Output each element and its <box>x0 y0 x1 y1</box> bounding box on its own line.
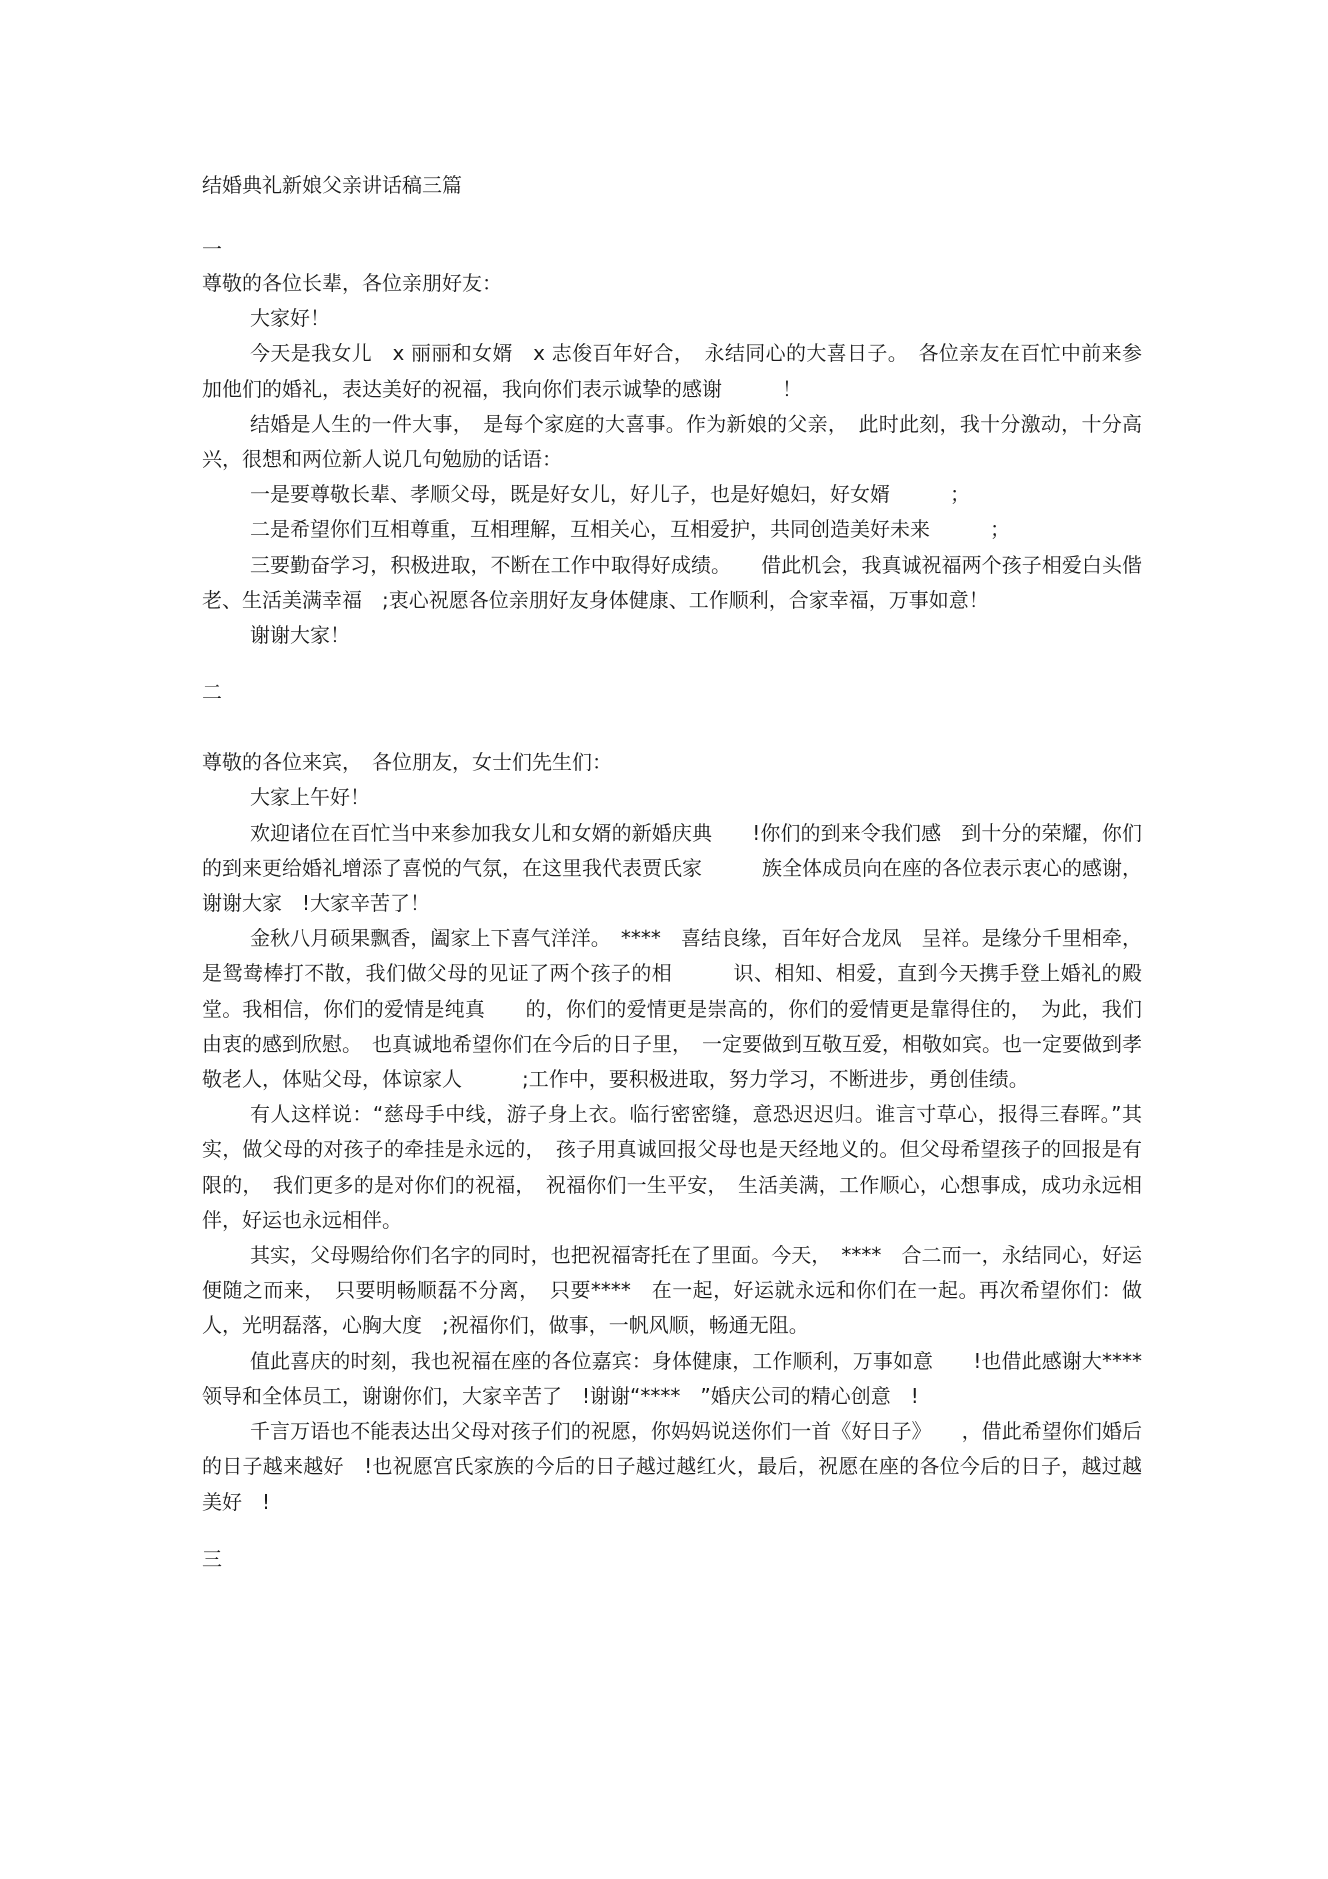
paragraph: 大家好！ <box>250 306 330 331</box>
paragraph: 值此喜庆的时刻，我也祝福在座的各位嘉宾：身体健康，工作顺利，万事如意 !也借此感谢大**** 领导和全体员工，谢谢你们，大家辛苦了 !谢谢“**** ”婚庆公司的精心创意 ! <box>202 1348 1162 1408</box>
section-marker-1: 一 <box>202 237 222 261</box>
section-marker-3: 三 <box>202 1546 222 1571</box>
paragraph: 其实，父母赐给你们名字的同时，也把祝福寄托在了里面。今天， **** 合二而一，永结同心，好运便随之而来， 只要明畅顺磊不分离， 只要**** 在一起，好运就永远和你们在一起。再次希望你们：做人，光明磊落，心胸大度 ;祝福你们，做事，一帆风顺，畅通无阻。 <box>202 1243 1142 1338</box>
paragraph: 一是要尊敬长辈、孝顺父母，既是好女儿，好儿子，也是好媳妇，好女婿 ； <box>250 482 970 507</box>
paragraph: 今天是我女儿 x 丽丽和女婿 x 志俊百年好合， 永结同心的大喜日子。 各位亲友在百忙中前来参加他们的婚礼，表达美好的祝福，我向你们表示诚挚的感谢 ！ <box>202 341 1142 401</box>
paragraph: 千言万语也不能表达出父母对孩子们的祝愿，你妈妈说送你们一首《好日子》 ，借此希望你们婚后的日子越来越好 !也祝愿宫氏家族的今后的日子越过越红火，最后，祝愿在座的各位今后的日子，越过越美好 ! <box>202 1419 1142 1514</box>
paragraph: 金秋八月硕果飘香，阖家上下喜气洋洋。 **** 喜结良缘，百年好合龙凤 呈祥。是缘分千里相牵，是鸳鸯棒打不散，我们做父母的见证了两个孩子的相 识、相知、相爱，直到今天携手登上婚礼的殿堂。我相信，你们的爱情是纯真 的，你们的爱情更是崇高的，你们的爱情更是靠得住的， 为此，我们由衷的感到欣慰。 也真诚地希望你们在今后的日子里， 一定要做到互敬互爱，相敬如宾。也一定要做到孝敬老人，体贴父母，体谅家人 ;工作中，要积极进取，努力学习，不断进步，勇创佳绩。 <box>202 926 1142 1092</box>
document-title: 结婚典礼新娘父亲讲话稿三篇 <box>202 173 462 197</box>
paragraph: 结婚是人生的一件大事， 是每个家庭的大喜事。作为新娘的父亲， 此时此刻，我十分激动，十分高兴，很想和两位新人说几句勉励的话语： <box>202 411 1142 472</box>
paragraph: 谢谢大家！ <box>250 623 350 648</box>
paragraph: 有人这样说：“慈母手中线，游子身上衣。临行密密缝，意恐迟迟归。谁言寸草心，报得三春晖。”其实，做父母的对孩子的牵挂是永远的， 孩子用真诚回报父母也是天经地义的。但父母希望孩子的回报是有限的， 我们更多的是对你们的祝福， 祝福你们一生平安， 生活美满，工作顺心，心想事成，成功永远相伴，好运也永远相伴。 <box>202 1102 1142 1232</box>
paragraph: 尊敬的各位长辈，各位亲朋好友： <box>202 271 502 295</box>
section-marker-2: 二 <box>202 680 222 705</box>
paragraph: 大家上午好！ <box>250 785 370 810</box>
document-content <box>202 168 1162 1576</box>
paragraph: 三要勤奋学习，积极进取，不断在工作中取得好成绩。 借此机会，我真诚祝福两个孩子相爱白头偕老、生活美满幸福 ;衷心祝愿各位亲朋好友身体健康、工作顺利，合家幸福，万事如意！ <box>202 552 1142 612</box>
paragraph: 尊敬的各位来宾， 各位朋友，女士们先生们： <box>202 750 612 775</box>
paragraph: 二是希望你们互相尊重，互相理解，互相关心，互相爱护，共同创造美好未来 ； <box>250 517 1010 542</box>
paragraph: 欢迎诸位在百忙当中来参加我女儿和女婿的新婚庆典 !你们的到来令我们感 到十分的荣耀，你们的到来更给婚礼增添了喜悦的气氛，在这里我代表贾氏家 族全体成员向在座的各位表示衷心的感谢，谢谢大家 !大家辛苦了！ <box>202 820 1142 916</box>
spacer <box>202 709 1142 745</box>
